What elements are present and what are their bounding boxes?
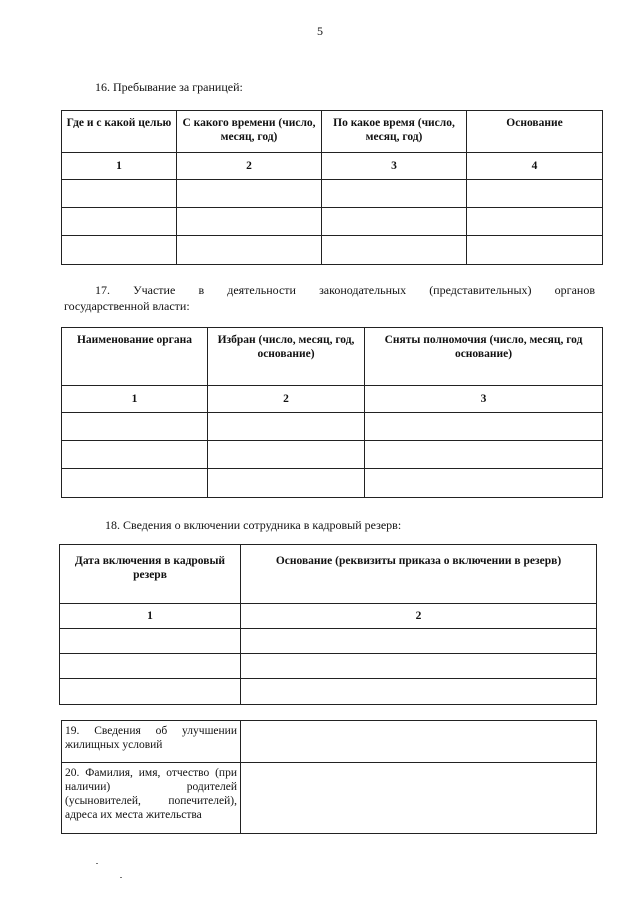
header-where-purpose: Где и с какой целью <box>62 111 177 153</box>
header-elected: Избран (число, месяц, год, основание) <box>208 328 365 386</box>
column-number: 1 <box>62 386 208 413</box>
empty-cell[interactable] <box>322 180 467 208</box>
table-row <box>60 654 597 679</box>
table-abroad <box>61 110 603 265</box>
empty-cell[interactable] <box>60 654 241 679</box>
empty-cell[interactable] <box>467 236 603 265</box>
section-18-title: 18. Сведения о включении сотрудника в кадровый резерв: <box>105 518 402 532</box>
empty-cell[interactable] <box>467 208 603 236</box>
empty-cell[interactable] <box>62 441 208 469</box>
empty-cell[interactable] <box>62 208 177 236</box>
column-number: 4 <box>467 153 603 180</box>
column-number: 1 <box>60 604 241 629</box>
table-row <box>62 208 603 236</box>
empty-cell[interactable] <box>322 236 467 265</box>
column-number: 2 <box>241 604 597 629</box>
header-organ-name: Наименование органа <box>62 328 208 386</box>
table-row <box>62 413 603 441</box>
table-row <box>60 629 597 654</box>
table-legislative <box>61 327 603 498</box>
column-number: 2 <box>177 153 322 180</box>
title-word: 17. <box>95 283 110 297</box>
section-17-title-line1 <box>95 283 595 298</box>
value-parents-info[interactable] <box>241 763 597 834</box>
empty-cell[interactable] <box>241 679 597 705</box>
table-housing-parents <box>61 720 597 834</box>
empty-cell[interactable] <box>177 236 322 265</box>
label-parents-info: 20. Фамилия, имя, отчество (при наличии) родителей (усыновителей, попечителей), адреса их места жительства <box>62 763 241 834</box>
empty-cell[interactable] <box>365 413 603 441</box>
empty-cell[interactable] <box>208 441 365 469</box>
page-number: 5 <box>317 24 323 38</box>
empty-cell[interactable] <box>62 180 177 208</box>
empty-cell[interactable] <box>467 180 603 208</box>
column-number: 3 <box>322 153 467 180</box>
empty-cell[interactable] <box>208 413 365 441</box>
empty-cell[interactable] <box>322 208 467 236</box>
label-housing-conditions: 19. Сведения об улучшении жилищных условий <box>62 721 241 763</box>
header-to-date: По какое время (число, месяц, год) <box>322 111 467 153</box>
table-row <box>62 441 603 469</box>
empty-cell[interactable] <box>62 413 208 441</box>
value-housing-conditions[interactable] <box>241 721 597 763</box>
empty-cell[interactable] <box>241 629 597 654</box>
header-order-basis: Основание (реквизиты приказа о включении в резерв) <box>241 545 597 604</box>
column-number: 2 <box>208 386 365 413</box>
table-row <box>62 469 603 498</box>
section-17-title-line2: государственной власти: <box>64 299 190 313</box>
empty-cell[interactable] <box>177 180 322 208</box>
table-row <box>60 679 597 705</box>
scan-artifact <box>120 877 122 878</box>
empty-cell[interactable] <box>241 654 597 679</box>
empty-cell[interactable] <box>177 208 322 236</box>
title-word: органов <box>554 283 595 297</box>
title-word: (представительных) <box>429 283 532 297</box>
title-word: Участие <box>133 283 176 297</box>
empty-cell[interactable] <box>208 469 365 498</box>
column-number: 1 <box>62 153 177 180</box>
header-from-date: С какого времени (число, месяц, год) <box>177 111 322 153</box>
header-basis: Основание <box>467 111 603 153</box>
title-word: деятельности <box>227 283 296 297</box>
scan-artifact <box>96 863 98 864</box>
empty-cell[interactable] <box>365 441 603 469</box>
table-row <box>62 236 603 265</box>
empty-cell[interactable] <box>365 469 603 498</box>
empty-cell[interactable] <box>60 629 241 654</box>
column-number: 3 <box>365 386 603 413</box>
empty-cell[interactable] <box>62 236 177 265</box>
header-powers-terminated: Сняты полномочия (число, месяц, год основание) <box>365 328 603 386</box>
title-word: законодательных <box>319 283 407 297</box>
table-row <box>62 180 603 208</box>
table-personnel-reserve <box>59 544 597 705</box>
header-inclusion-date: Дата включения в кадровый резерв <box>60 545 241 604</box>
empty-cell[interactable] <box>62 469 208 498</box>
empty-cell[interactable] <box>60 679 241 705</box>
title-word: в <box>198 283 205 297</box>
section-16-title: 16. Пребывание за границей: <box>95 80 243 94</box>
